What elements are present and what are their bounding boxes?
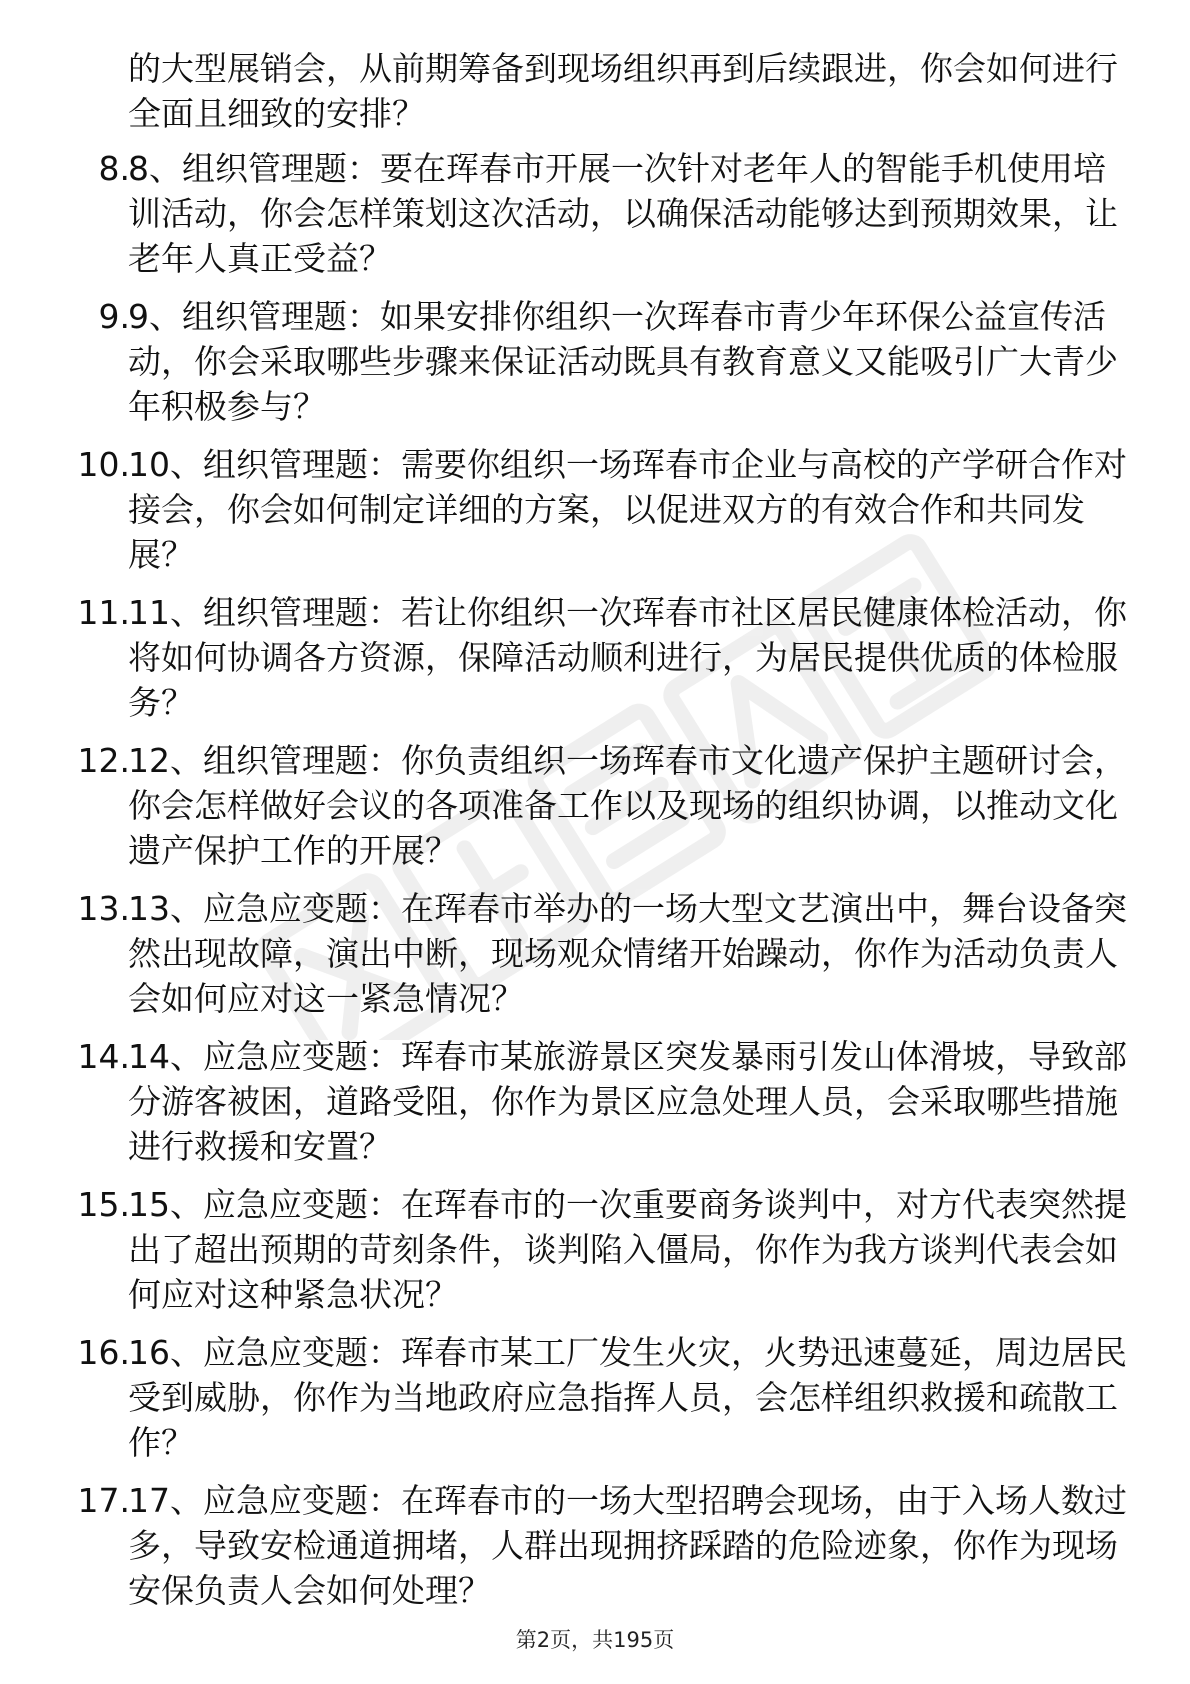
list-item xyxy=(0,590,1190,725)
item-number: 16. xyxy=(77,1333,130,1372)
item-number: 15. xyxy=(77,1185,130,1224)
list-item xyxy=(0,886,1190,1021)
item-number: 17. xyxy=(77,1481,130,1520)
list-item xyxy=(0,738,1190,873)
item-number: 13. xyxy=(77,889,130,928)
item-number: 10. xyxy=(77,445,130,484)
item-text: 15、应急应变题：在珲春市的一次重要商务谈判中，对方代表突然提出了超出预期的苛刻条件，谈判陷入僵局，你作为我方谈判代表会如何应对这种紧急状况？ xyxy=(128,1185,1127,1314)
item-text: 13、应急应变题：在珲春市举办的一场大型文艺演出中，舞台设备突然出现故障，演出中断，现场观众情绪开始躁动，你作为活动负责人会如何应对这一紧急情况？ xyxy=(128,889,1127,1018)
list-item xyxy=(0,1330,1190,1465)
continuation-text: 的大型展销会，从前期筹备到现场组织再到后续跟进，你会如何进行全面且细致的安排？ xyxy=(128,49,1118,133)
item-text: 12、组织管理题：你负责组织一场珲春市文化遗产保护主题研讨会，你会怎样做好会议的各项准备工作以及现场的组织协调，以推动文化遗产保护工作的开展？ xyxy=(128,741,1127,870)
item-number: 14. xyxy=(77,1037,130,1076)
list-item xyxy=(0,1182,1190,1317)
item-text: 10、组织管理题：需要你组织一场珲春市企业与高校的产学研合作对接会，你会如何制定详细的方案，以促进双方的有效合作和共同发展？ xyxy=(128,445,1127,574)
item-number: 12. xyxy=(77,741,130,780)
item-text: 17、应急应变题：在珲春市的一场大型招聘会现场，由于入场人数过多，导致安检通道拥堵，人群出现拥挤踩踏的危险迹象，你作为现场安保负责人会如何处理？ xyxy=(128,1481,1127,1610)
list-item xyxy=(0,294,1190,429)
page-footer: 第2页，共195页 xyxy=(515,1628,675,1652)
item-text: 9、组织管理题：如果安排你组织一次珲春市青少年环保公益宣传活动，你会采取哪些步骤来保证活动既具有教育意义又能吸引广大青少年积极参与？ xyxy=(128,297,1118,426)
item-number: 9. xyxy=(98,297,130,336)
list-item xyxy=(0,442,1190,577)
item-text: 14、应急应变题：珲春市某旅游景区突发暴雨引发山体滑坡，导致部分游客被困，道路受阻，你作为景区应急处理人员，会采取哪些措施进行救援和安置？ xyxy=(128,1037,1127,1166)
item-number: 11. xyxy=(77,593,130,632)
list-item xyxy=(0,1034,1190,1169)
list-item xyxy=(0,146,1190,281)
item-text: 16、应急应变题：珲春市某工厂发生火灾，火势迅速蔓延，周边居民受到威胁，你作为当地政府应急指挥人员，会怎样组织救援和疏散工作？ xyxy=(128,1333,1127,1462)
list-item xyxy=(0,1478,1190,1613)
item-text: 11、组织管理题：若让你组织一次珲春市社区居民健康体检活动，你将如何协调各方资源，保障活动顺利进行，为居民提供优质的体检服务？ xyxy=(128,593,1127,722)
item-number: 8. xyxy=(98,149,130,188)
question-list xyxy=(0,146,1190,1626)
item-text: 8、组织管理题：要在珲春市开展一次针对老年人的智能手机使用培训活动，你会怎样策划这次活动，以确保活动能够达到预期效果，让老年人真正受益？ xyxy=(128,149,1118,278)
